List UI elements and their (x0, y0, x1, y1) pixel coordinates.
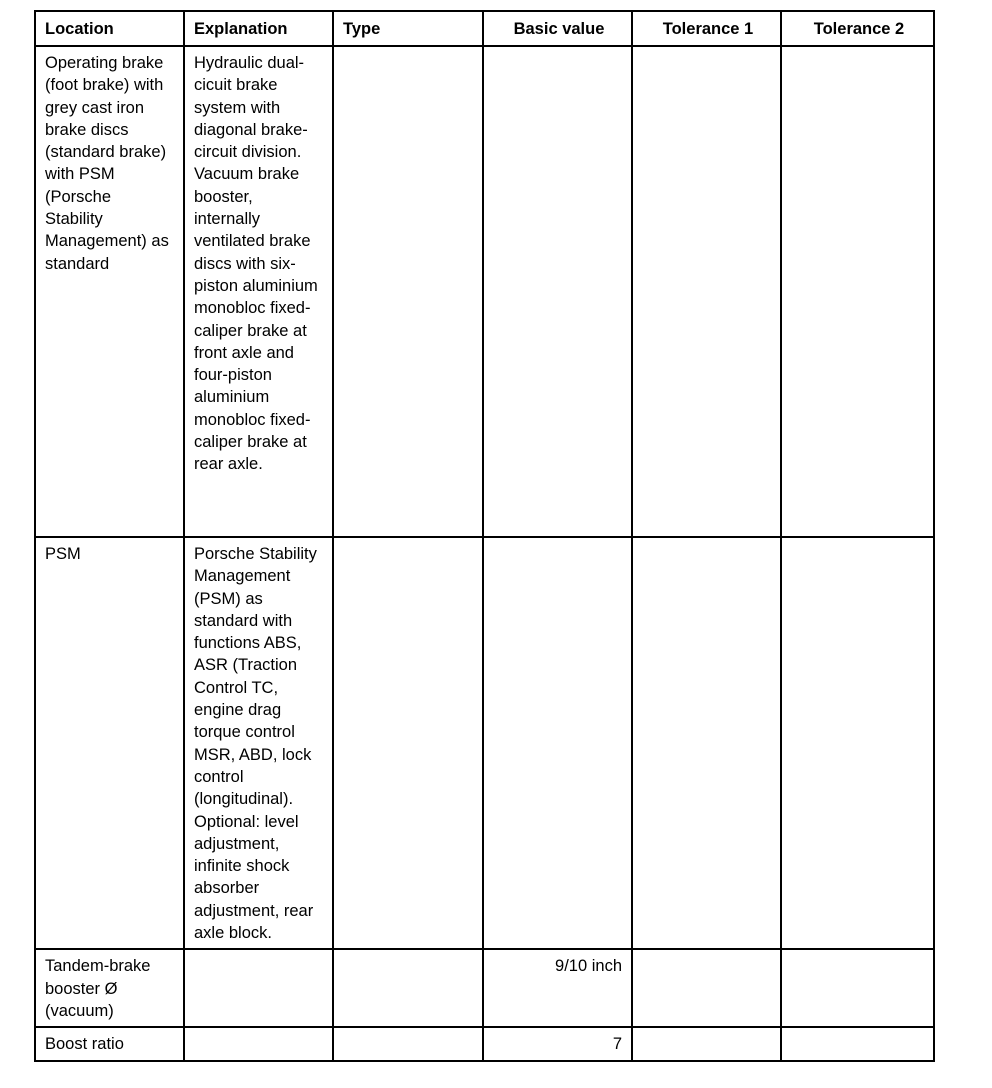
explanation-text: Hydraulic dual-cicuit brake system with diagonal brake-circuit division. Vacuum brake booster, internally ventilated brake discs with six-piston aluminium monobloc fixed-caliper brake at front axle and four-piston aluminium monobloc fixed-caliper brake at rear axle. (194, 54, 318, 474)
location-text: Boost ratio (45, 1035, 124, 1054)
tolerance-1-cell (632, 46, 781, 537)
header-type: Type (333, 11, 483, 46)
table-row (35, 537, 934, 949)
explanation-cell (184, 537, 333, 949)
tolerance-2-cell (781, 949, 934, 1027)
basic-value-cell (483, 537, 632, 949)
explanation-cell (184, 1027, 333, 1060)
table-row (35, 1027, 934, 1060)
explanation-text: Porsche Stability Management (PSM) as standard with functions ABS, ASR (Traction Control TC, engine drag torque control MSR, ABD, lock control (longitudinal). Optional: level adjustment, infinite shock absorber adjustment, rear axle block. (194, 545, 317, 943)
type-cell (333, 1027, 483, 1060)
header-row (35, 11, 934, 46)
header-explanation: Explanation (184, 11, 333, 46)
location-cell (35, 537, 184, 949)
location-text: PSM (45, 545, 81, 563)
table-row (35, 46, 934, 537)
header-basic-value: Basic value (483, 11, 632, 46)
tolerance-1-cell (632, 949, 781, 1027)
tolerance-1-cell (632, 537, 781, 949)
tolerance-2-cell (781, 537, 934, 949)
explanation-cell (184, 46, 333, 537)
tolerance-1-cell (632, 1027, 781, 1060)
location-cell (35, 1027, 184, 1060)
basic-value-cell (483, 46, 632, 537)
type-cell (333, 46, 483, 537)
location-text: Tandem-brake booster Ø (vacuum) (45, 957, 151, 1020)
header-location: Location (35, 11, 184, 46)
type-cell (333, 537, 483, 949)
basic-value-cell: 7 (483, 1027, 632, 1060)
header-tolerance-1: Tolerance 1 (632, 11, 781, 46)
tolerance-2-cell (781, 1027, 934, 1060)
header-tolerance-2: Tolerance 2 (781, 11, 934, 46)
basic-value-cell: 9/10 inch (483, 949, 632, 1027)
location-text: Operating brake (foot brake) with grey cast iron brake discs (standard brake) with PSM (Porsche Stability Management) as standard (45, 54, 169, 273)
tolerance-2-cell (781, 46, 934, 537)
brake-spec-table (34, 10, 935, 1062)
location-cell (35, 46, 184, 537)
type-cell (333, 949, 483, 1027)
explanation-cell (184, 949, 333, 1027)
location-cell (35, 949, 184, 1027)
table-row (35, 949, 934, 1027)
